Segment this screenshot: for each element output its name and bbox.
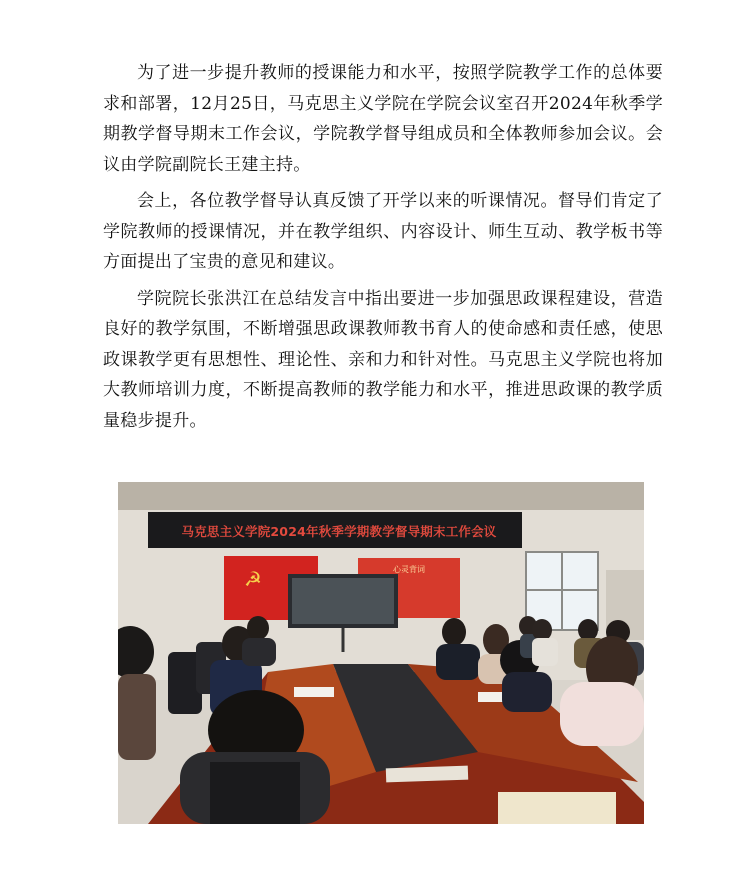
- wall-poster-title: 心灵背词: [393, 565, 425, 574]
- paragraph-feedback: 会上，各位教学督导认真反馈了开学以来的听课情况。督导们肯定了学院教师的授课情况，并在教学组织、内容设计、师生互动、教学板书等方面提出了宝贵的意见和建议。: [103, 191, 663, 272]
- paragraph-summary: 学院院长张洪江在总结发言中指出要进一步加强思政课程建设，营造良好的教学氛围，不断增强思政课教师教书育人的使命感和责任感，使思政课教学更有思想性、理论性、亲和力和针对性。马克思主义学院也将加大教师培训力度，不断提高教师的教学能力和水平，推进思政课的教学质量稳步提升。: [103, 288, 663, 431]
- svg-text:☭: ☭: [244, 567, 262, 591]
- meeting-banner: 马克思主义学院2024年秋季学期教学督导期末工作会议: [181, 523, 497, 539]
- paragraph-intro: 为了进一步提升教师的授课能力和水平，按照学院教学工作的总体要求和部署，12月25日，马克思主义学院在学院会议室召开2024年秋季学期教学督导期末工作会议，学院教学督导组成员和全体教师参加会议。会议由学院副院长王建主持。: [103, 63, 663, 175]
- article-body: [103, 58, 663, 436]
- meeting-photo: [118, 482, 644, 824]
